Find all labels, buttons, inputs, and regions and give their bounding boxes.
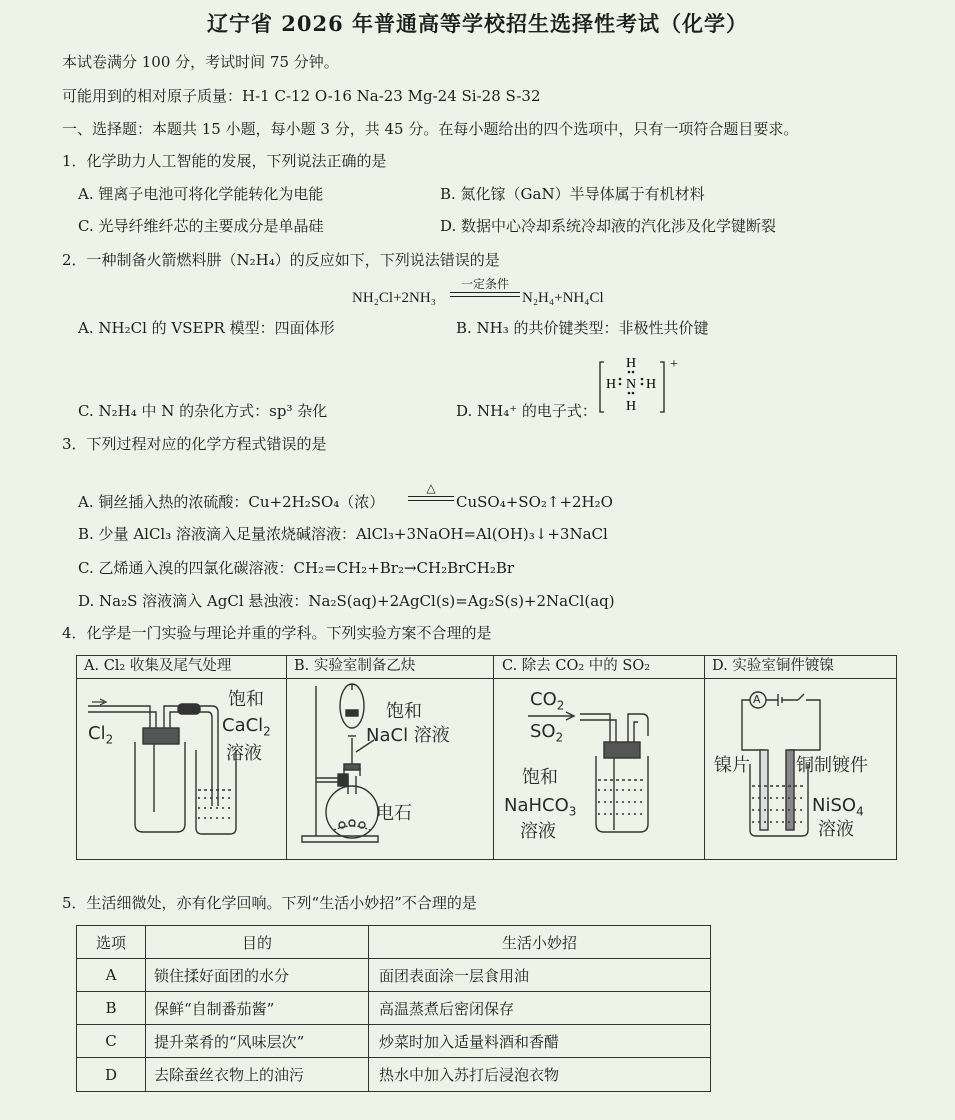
table-row [77, 959, 711, 992]
apparatus-d-label-ni: 镍片 [714, 755, 750, 776]
q3-option-a-condition: △ [426, 481, 436, 495]
q2-option-b: B. NH₃ 的共价键类型：非极性共价键 [456, 319, 709, 337]
q5-table [76, 925, 711, 1092]
q5-cell: 面团表面涂一层食用油 [369, 959, 711, 992]
q3-option-d: D. Na₂S 溶液滴入 AgCl 悬浊液：Na₂S(aq)+2AgCl(s)=Ag₂S(s)+2NaCl(aq) [78, 592, 615, 610]
q3-equation-bar [408, 496, 454, 497]
q2-equation-condition: 一定条件 [460, 277, 509, 291]
q3-option-b: B. 少量 AlCl₃ 溶液滴入足量浓烧碱溶液：AlCl₃+3NaOH=Al(OH)₃↓+3NaCl [78, 525, 608, 543]
exam-info: 本试卷满分 100 分，考试时间 75 分钟。 [62, 53, 339, 71]
q4-header-a: A. Cl₂ 收集及尾气处理 [84, 658, 232, 674]
q5-cell: 高温蒸煮后密闭保存 [369, 992, 711, 1025]
q1-option-b: B. 氮化镓（GaN）半导体属于有机材料 [440, 185, 705, 203]
ammonium-lewis-structure [598, 348, 688, 420]
apparatus-c-label-sol: 溶液 [520, 821, 556, 842]
apparatus-d-meter-label: A [753, 693, 761, 706]
lewis-n: N [625, 377, 637, 392]
apparatus-a-gas-label: $Cl_2$ [88, 723, 114, 747]
table-row [77, 1025, 711, 1058]
q3-option-a-left: A. 铜丝插入热的浓硫酸：Cu+2H₂SO₄（浓） [78, 493, 385, 511]
apparatus-b-label-sat: 饱和 [386, 701, 422, 722]
q5-cell: 去除蚕丝衣物上的油污 [146, 1058, 369, 1092]
q3-option-a-right: CuSO₄+SO₂↑+2H₂O [456, 493, 613, 511]
apparatus-d-label-sol: 溶液 [818, 819, 854, 840]
q5-cell: 锁住揉好面团的水分 [146, 959, 369, 992]
lewis-h-right: H [645, 377, 657, 392]
q5-cell: B [77, 992, 146, 1025]
q2-option-a: A. NH₂Cl 的 VSEPR 模型：四面体形 [78, 319, 335, 337]
q5-cell: 提升菜肴的“风味层次” [146, 1025, 369, 1058]
apparatus-d-label-salt: NiSO$_4$ [812, 795, 864, 819]
q5-cell: 热水中加入苏打后浸泡衣物 [369, 1058, 711, 1092]
q5-cell: A [77, 959, 146, 992]
q2-option-d: D. NH₄⁺ 的电子式： [456, 402, 597, 420]
q3-stem: 3．下列过程对应的化学方程式错误的是 [62, 435, 327, 453]
q2-option-c: C. N₂H₄ 中 N 的杂化方式：sp³ 杂化 [78, 402, 328, 420]
q5-col-tip: 生活小妙招 [369, 926, 711, 959]
q3-equation-bar [408, 500, 454, 501]
apparatus-a-label-sol: 溶液 [226, 743, 262, 764]
page-title: 辽宁省 2026 年普通高等学校招生选择性考试（化学） [206, 11, 749, 36]
q2-equation-right: N₂H₄+NH₄Cl [522, 290, 604, 306]
lewis-charge: + [670, 357, 678, 372]
q2-equation-left: NH₂Cl+2NH₃ [352, 290, 436, 306]
q2-equation-bar [450, 292, 520, 293]
q3-option-c: C. 乙烯通入溴的四氯化碳溶液：CH₂=CH₂+Br₂→CH₂BrCH₂Br [78, 559, 515, 577]
q5-col-purpose: 目的 [146, 926, 369, 959]
table-row [77, 1058, 711, 1092]
q1-option-c: C. 光导纤维纤芯的主要成分是单晶硅 [78, 217, 324, 235]
lewis-h-top: H [625, 356, 637, 371]
q1-option-d: D. 数据中心冷却系统冷却液的汽化涉及化学键断裂 [440, 217, 777, 235]
lewis-h-bottom: H [625, 399, 637, 414]
q4-stem: 4．化学是一门实验与理论并重的学科。下列实验方案不合理的是 [62, 624, 492, 642]
q5-col-option: 选项 [77, 926, 146, 959]
apparatus-c-label-sat: 饱和 [522, 767, 558, 788]
q4-header-c: C. 除去 CO₂ 中的 SO₂ [502, 658, 651, 674]
apparatus-b-label-salt: NaCl 溶液 [366, 725, 450, 746]
q4-header-b: B. 实验室制备乙炔 [294, 658, 416, 674]
apparatus-c-label-salt: NaHCO$_3$ [504, 795, 577, 819]
apparatus-d-label-cu: 铜制镀件 [796, 755, 868, 776]
atomic-masses: 可能用到的相对原子质量：H-1 C-12 O-16 Na-23 Mg-24 Si-28 S-32 [62, 87, 541, 105]
apparatus-a-label-sat: 饱和 [228, 689, 264, 710]
apparatus-a-label-salt: CaCl$_2$ [222, 715, 271, 739]
q5-stem: 5．生活细微处，亦有化学回响。下列“生活小妙招”不合理的是 [62, 894, 477, 912]
q2-equation-bar [450, 296, 520, 297]
q1-option-a: A. 锂离子电池可将化学能转化为电能 [78, 185, 324, 203]
q5-cell: D [77, 1058, 146, 1092]
table-row [77, 992, 711, 1025]
q1-stem: 1．化学助力人工智能的发展，下列说法正确的是 [62, 152, 387, 170]
section-heading: 一、选择题：本题共 15 小题，每小题 3 分，共 45 分。在每小题给出的四个选项中，只有一项符合题目要求。 [62, 120, 799, 138]
q5-cell: 保鲜“自制番茄酱” [146, 992, 369, 1025]
q5-cell: 炒菜时加入适量料酒和香醋 [369, 1025, 711, 1058]
apparatus-c-label-co2: $CO_2$ [530, 689, 565, 713]
q4-header-d: D. 实验室铜件镀镍 [712, 658, 834, 674]
apparatus-c-label-so2: $SO_2$ [530, 721, 564, 745]
q2-stem: 2．一种制备火箭燃料肼（N₂H₄）的反应如下，下列说法错误的是 [62, 251, 500, 269]
q5-cell: C [77, 1025, 146, 1058]
lewis-h-left: H [605, 377, 617, 392]
apparatus-b-label-stone: 电石 [376, 803, 412, 824]
